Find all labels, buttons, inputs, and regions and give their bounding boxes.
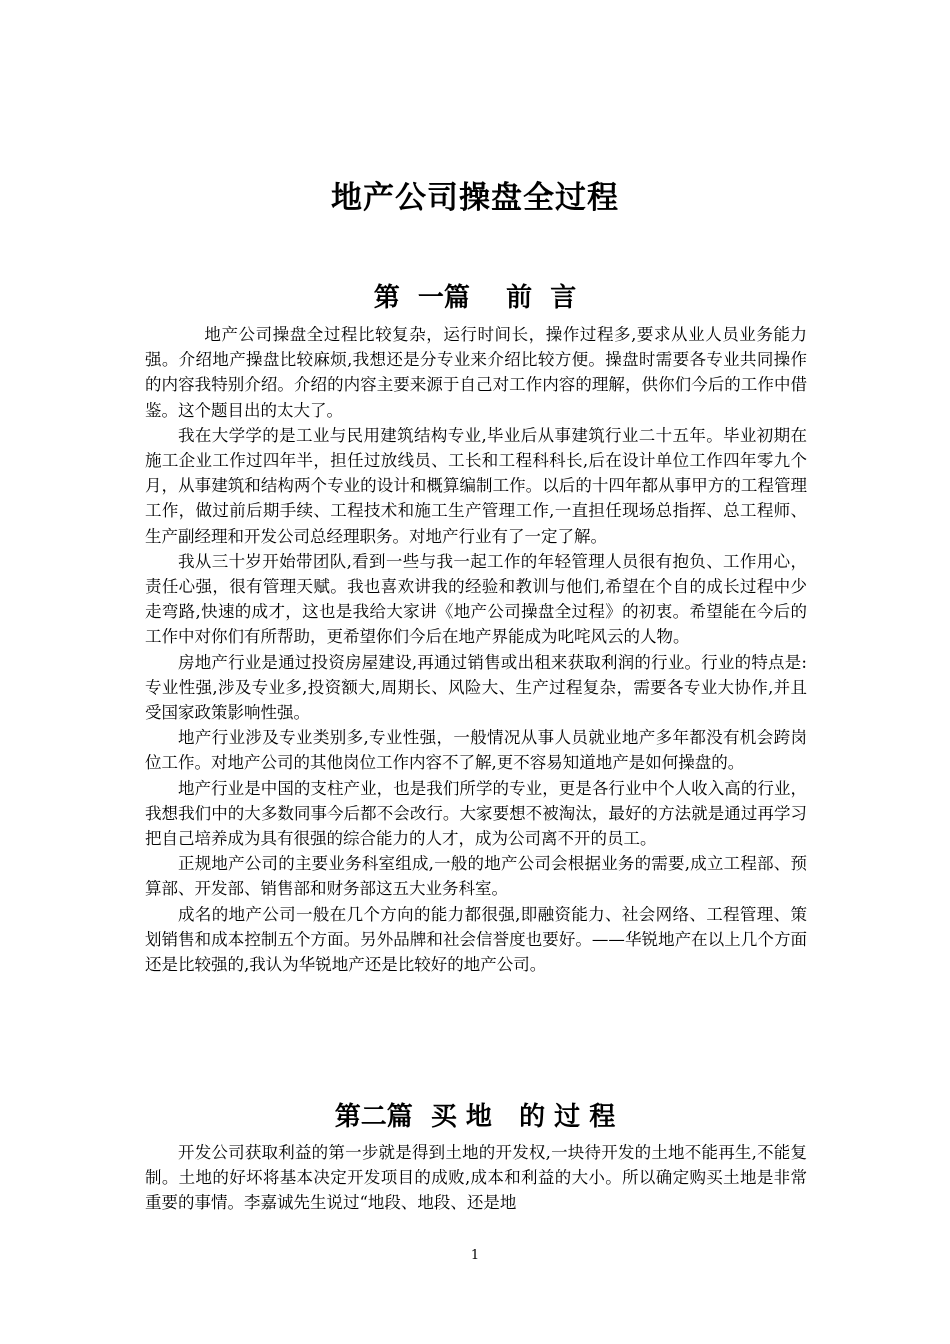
page-number: 1 [470,1248,480,1263]
section-heading-land-purchase: 第二篇 买 地 的 过 程 [334,1102,616,1132]
section-heading-preface: 第 一篇 前 言 [373,283,577,313]
paragraph: 成名的地产公司一般在几个方向的能力都很强,即融资能力、社会网络、工程管理、策划销售和成本控制五个方面。另外品牌和社会信誉度也要好。——华锐地产在以上几个方面还是比较强的,我认为华锐地产还是比较好的地产公司。 [145,904,807,975]
paragraph: 我在大学学的是工业与民用建筑结构专业,毕业后从事建筑行业二十五年。毕业初期在施工企业工作过四年半，担任过放线员、工长和工程科科长,后在设计单位工作四年零九个月，从事建筑和结构两个专业的设计和概算编制工作。以后的十四年都从事甲方的工程管理工作，做过前后期手续、工程技术和施工生产管理工作,一直担任现场总指挥、总工程师、生产副经理和开发公司总经理职务。对地产行业有了一定了解。 [145,425,807,546]
section-body-preface [145,322,807,977]
section-body-land-purchase [145,1140,807,1216]
paragraph: 地产行业涉及专业类别多,专业性强，一般情况从事人员就业地产多年都没有机会跨岗位工作。对地产公司的其他岗位工作内容不了解,更不容易知道地产是如何操盘的。 [145,728,807,773]
paragraph: 地产公司操盘全过程比较复杂，运行时间长，操作过程多,要求从业人员业务能力强。介绍地产操盘比较麻烦,我想还是分专业来介绍比较方便。操盘时需要各专业共同操作的内容我特别介绍。介绍的内容主要来源于自己对工作内容的理解，供你们今后的工作中借鉴。这个题目出的太大了。 [145,325,807,420]
paragraph: 我从三十岁开始带团队,看到一些与我一起工作的年轻管理人员很有抱负、工作用心，责任心强，很有管理天赋。我也喜欢讲我的经验和教训与他们,希望在个自的成长过程中少走弯路,快速的成才，这也是我给大家讲《地产公司操盘全过程》的初衷。希望能在今后的工作中对你们有所帮助，更希望你们今后在地产界能成为叱咤风云的人物。 [145,551,807,647]
paragraph: 正规地产公司的主要业务科室组成,一般的地产公司会根据业务的需要,成立工程部、预算部、开发部、销售部和财务部这五大业务科室。 [145,854,807,899]
paragraph: 开发公司获取利益的第一步就是得到土地的开发权,一块待开发的土地不能再生,不能复制。土地的好坏将基本决定开发项目的成败,成本和利益的大小。所以确定购买土地是非常重要的事情。李嘉诚先生说过“地段、地段、还是地 [145,1143,807,1213]
paragraph: 房地产行业是通过投资房屋建设,再通过销售或出租来获取利润的行业。行业的特点是:专业性强,涉及专业多,投资额大,周期长、风险大、生产过程复杂，需要各专业大协作,并且受国家政策影响性强。 [145,652,807,723]
paragraph: 地产行业是中国的支柱产业，也是我们所学的专业，更是各行业中个人收入高的行业，我想我们中的大多数同事今后都不会改行。大家要想不被淘汰，最好的方法就是通过再学习把自己培养成为具有很强的综合能力的人才，成为公司离不开的员工。 [145,778,807,849]
document-title: 地产公司操盘全过程 [331,180,619,216]
